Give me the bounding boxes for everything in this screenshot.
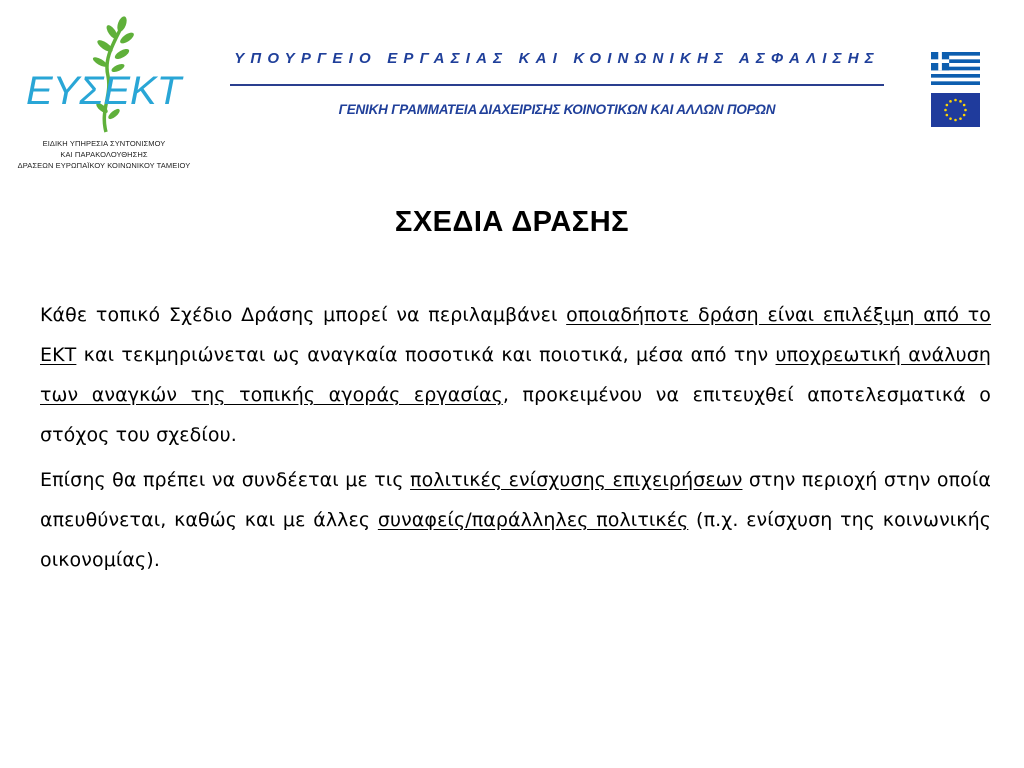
paragraph-text: (π.χ. ενίσχυση της κοινωνικής οικονομίας).	[40, 509, 991, 571]
underlined-phrase: πολιτικές ενίσχυσης επιχειρήσεων	[410, 469, 743, 491]
logo-caption	[14, 138, 194, 171]
eu-star-icon	[959, 100, 962, 103]
paragraph-text: , προκειμένου να επιτευχθεί αποτελεσματικά ο στόχος του σχεδίου.	[40, 384, 991, 446]
underlined-phrase: συναφείς/παράλληλες πολιτικές	[377, 509, 689, 531]
eysekt-logo	[14, 10, 194, 180]
ministry-title: ΥΠΟΥΡΓΕΙΟ ΕΡΓΑΣΙΑΣ ΚΑΙ ΚΟΙΝΩΝΙΚΗΣ ΑΣΦΑΛΙΣΗΣ	[234, 50, 880, 67]
eu-star-icon	[949, 100, 952, 103]
eu-star-icon	[954, 99, 957, 102]
paragraph-2	[40, 460, 991, 580]
eu-star-icon	[964, 109, 967, 112]
greece-flag-icon	[931, 52, 980, 85]
paragraph-text: στην περιοχή στην οποία απευθύνεται, καθώς και με άλλες	[40, 469, 992, 531]
logo-caption-line: ΔΡΑΣΕΩΝ ΕΥΡΩΠΑΪΚΟΥ ΚΟΙΝΩΝΙΚΟΥ ΤΑΜΕΙΟΥ	[17, 161, 191, 170]
logo-caption-line: ΚΑΙ ΠΑΡΑΚΟΛΟΥΘΗΣΗΣ	[60, 150, 148, 159]
body-text	[40, 295, 991, 580]
page-title: ΣΧΕΔΙΑ ΔΡΑΣΗΣ	[394, 206, 630, 238]
eu-star-icon	[963, 104, 966, 107]
eu-star-icon	[949, 117, 952, 120]
header-divider	[230, 84, 884, 86]
eysekt-logo-mark	[14, 10, 194, 140]
underlined-phrase: υποχρεωτική ανάλυση των αναγκών της τοπικής αγοράς εργασίας	[40, 344, 991, 406]
paragraph-1	[40, 295, 991, 455]
eu-star-icon	[946, 104, 949, 107]
logo-text: ΕΥΣΕΚΤ	[26, 69, 182, 113]
paragraph-text: Κάθε τοπικό Σχέδιο Δράσης μπορεί να περιλαμβάνει	[40, 304, 567, 326]
underlined-phrase: οποιαδήποτε δράση είναι επιλέξιμη από το ΕΚΤ	[40, 304, 992, 366]
secretariat-title: ΓΕΝΙΚΗ ΓΡΑΜΜΑΤΕΙΑ ΔΙΑΧΕΙΡΙΣΗΣ ΚΟΙΝΟΤΙΚΩΝ ΚΑΙ ΑΛΛΩΝ ΠΟΡΩΝ	[338, 102, 776, 117]
paragraph-text: και τεκμηριώνεται ως αναγκαία ποσοτικά και ποιοτικά, μέσα από την	[76, 344, 776, 366]
paragraph-text: Επίσης θα πρέπει να συνδέεται με τις	[40, 469, 411, 491]
logo-caption-line: ΕΙΔΙΚΗ ΥΠΗΡΕΣΙΑ ΣΥΝΤΟΝΙΣΜΟΥ	[42, 139, 166, 148]
eu-star-icon	[954, 119, 957, 122]
eu-star-icon	[959, 117, 962, 120]
eu-flag-icon	[931, 93, 980, 127]
eu-star-icon	[944, 109, 947, 112]
eu-star-icon	[946, 114, 949, 117]
eu-star-icon	[963, 114, 966, 117]
